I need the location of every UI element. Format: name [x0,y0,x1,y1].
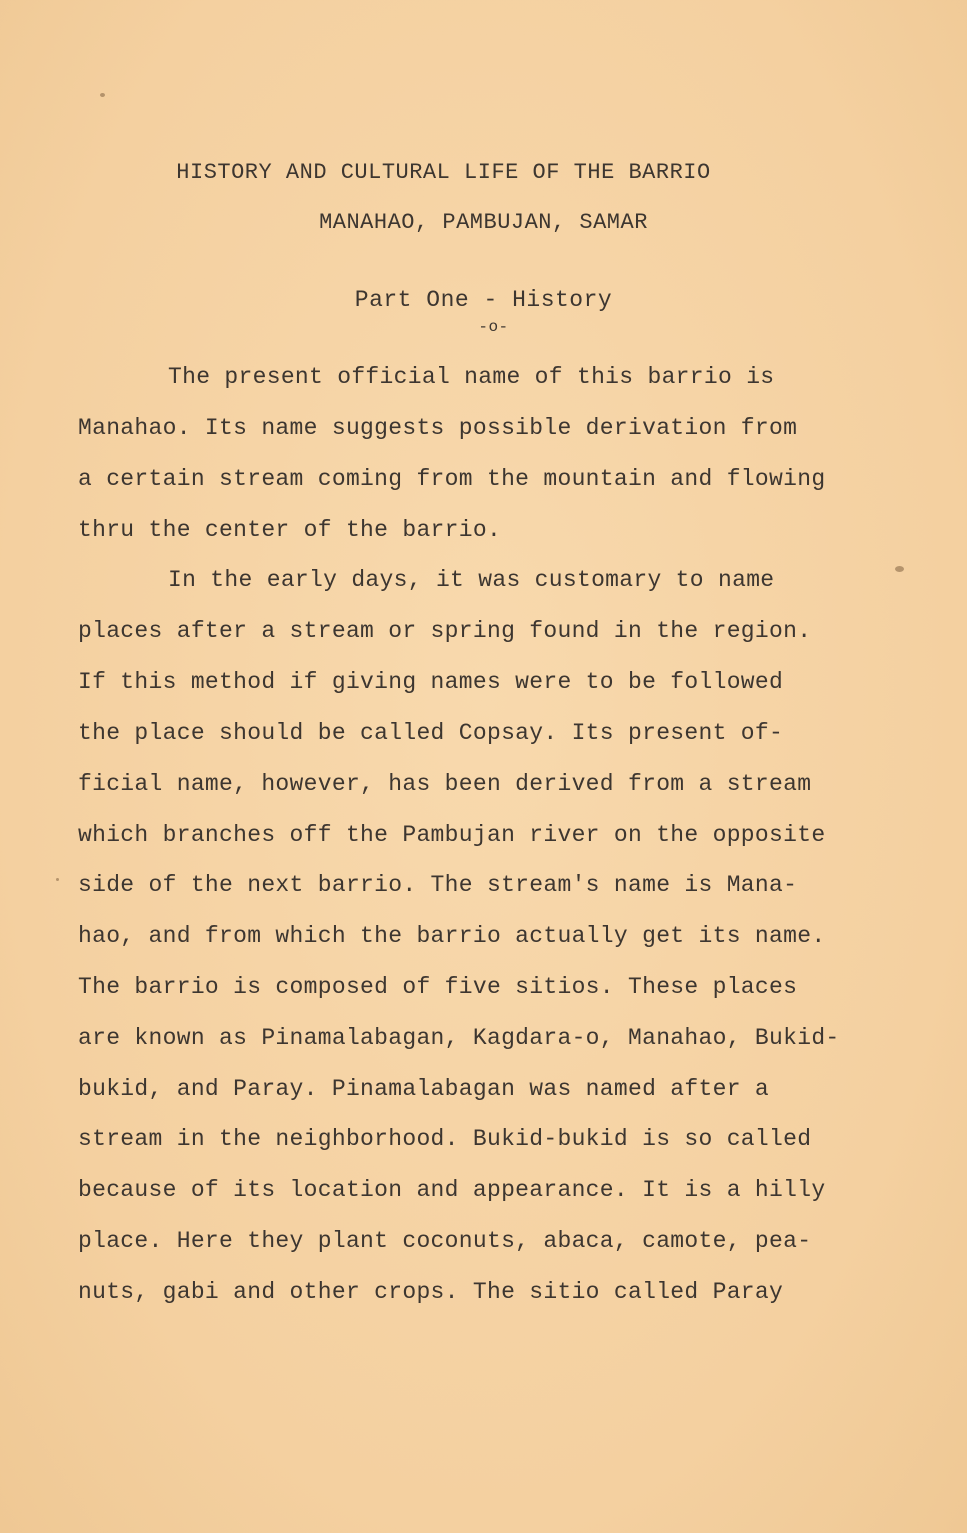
body-line: are known as Pinamalabagan, Kagdara-o, Manahao, Bukid- [78,1025,840,1051]
body-line: side of the next barrio. The stream's name is Mana- [78,872,798,898]
body-line: places after a stream or spring found in the region. [78,618,812,644]
title-line-2: MANAHAO, PAMBUJAN, SAMAR [319,210,648,235]
paper-speck [56,878,59,881]
body-line: thru the center of the barrio. [78,517,502,543]
body-line: a certain stream coming from the mountain and flowing [78,466,826,492]
paper-speck [100,93,105,97]
body-line: which branches off the Pambujan river on the opposite [78,822,826,848]
body-line: the place should be called Copsay. Its present of- [78,720,784,746]
body-line: stream in the neighborhood. Bukid-bukid is so called [78,1126,812,1152]
body-line: Manahao. Its name suggests possible derivation from [78,415,798,441]
part-heading: Part One - History [354,287,613,313]
title-line-1: HISTORY AND CULTURAL LIFE OF THE BARRIO [176,160,711,185]
paper-speck [895,566,904,572]
body-line: The barrio is composed of five sitios. These places [78,974,798,1000]
body-line: The present official name of this barrio is [168,364,775,390]
body-line: nuts, gabi and other crops. The sitio called Paray [78,1279,784,1305]
body-line: ficial name, however, has been derived from a stream [78,771,812,797]
body-line: In the early days, it was customary to name [168,567,775,593]
body-line: because of its location and appearance. It is a hilly [78,1177,826,1203]
body-line: bukid, and Paray. Pinamalabagan was named after a [78,1076,770,1102]
body-line: hao, and from which the barrio actually get its name. [78,923,826,949]
separator: -o- [478,318,509,336]
body-line: place. Here they plant coconuts, abaca, camote, pea- [78,1228,812,1254]
body-line: If this method if giving names were to be followed [78,669,784,695]
